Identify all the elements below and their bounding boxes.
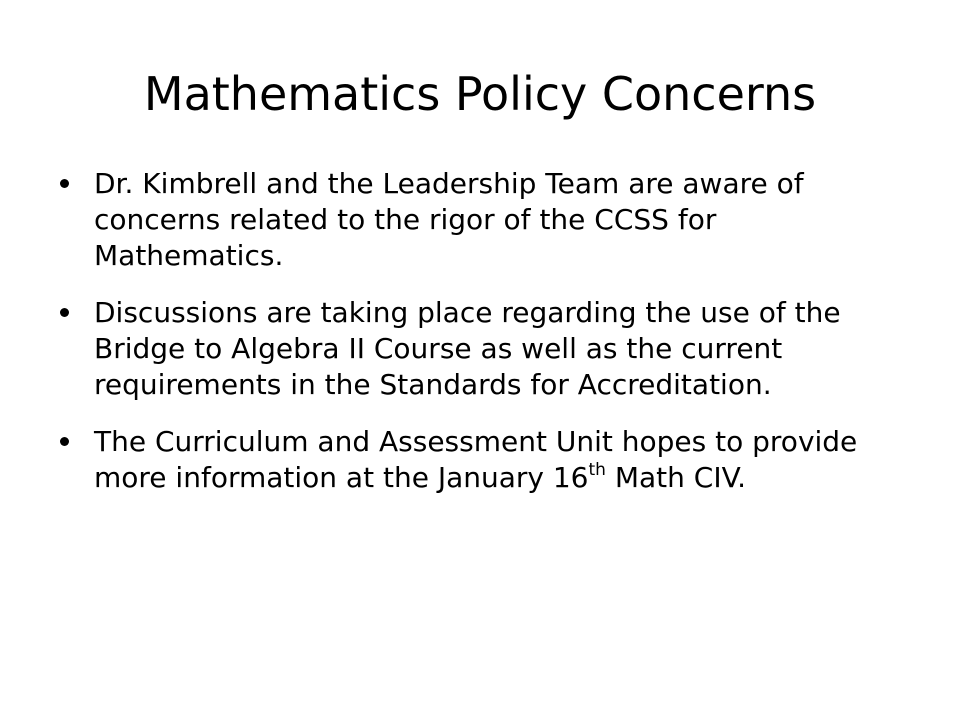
- bullet-text-part: Math CIV.: [605, 461, 747, 494]
- bullet-text: Discussions are taking place regarding the use of the Bridge to Algebra II Course as well as the current requirements in the Standards for Accreditation.: [94, 296, 841, 401]
- bullet-text-part: The Curriculum and Assessment Unit hopes to provide more information at the January 16: [94, 425, 858, 494]
- bullet-item-1: [60, 166, 900, 274]
- bullet-dot-icon: [60, 308, 69, 317]
- bullet-item-2: [60, 295, 900, 403]
- bullet-text: Dr. Kimbrell and the Leadership Team are aware of concerns related to the rigor of the CCSS for Mathematics.: [94, 167, 804, 272]
- bullet-item-3: [60, 424, 900, 496]
- slide-title: Mathematics Policy Concerns: [143, 67, 817, 121]
- bullet-text: [94, 425, 857, 494]
- bullet-dot-icon: [60, 179, 69, 188]
- bullet-dot-icon: [60, 437, 69, 446]
- ordinal-superscript: th: [588, 459, 606, 480]
- bullet-list: [60, 166, 900, 517]
